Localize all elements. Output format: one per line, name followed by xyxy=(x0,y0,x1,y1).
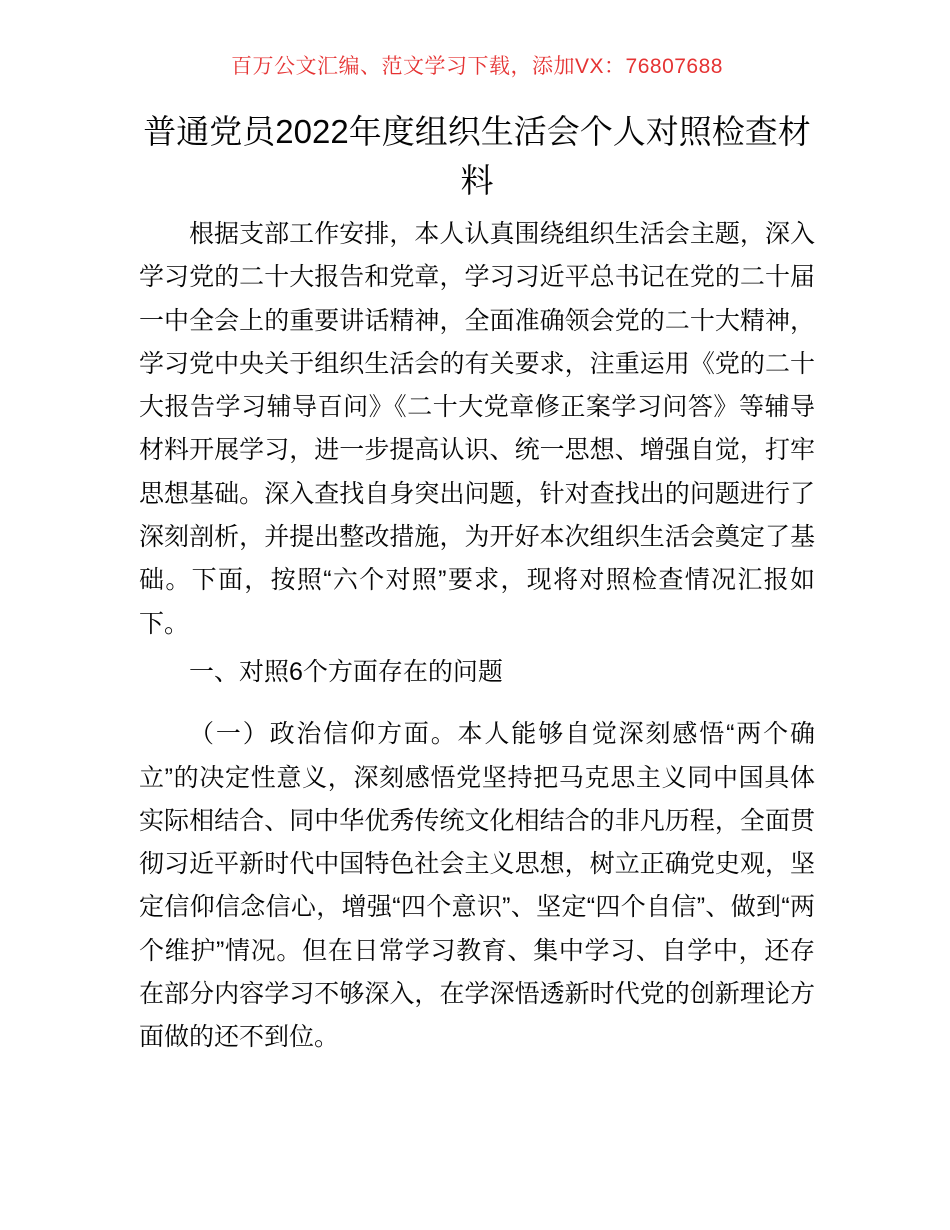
document-title xyxy=(139,107,815,205)
document-title-line1: 普通党员2022年度组织生活会个人对照检查材 xyxy=(143,113,811,150)
paragraph-introduction: 根据支部工作安排，本人认真围绕组织生活会主题，深入学习党的二十大报告和党章，学习习近平总书记在党的二十届一中全会上的重要讲话精神，全面准确领会党的二十大精神，学习党中央关于组织生活会的有关要求，注重运用《党的二十大报告学习辅导百问》《二十大党章修正案学习问答》等辅导材料开展学习，进一步提高认识、统一思想、增强自觉，打牢思想基础。深入查找自身突出问题，针对查找出的问题进行了深刻剖析，并提出整改措施，为开好本次组织生活会奠定了基础。下面，按照“六个对照”要求，现将对照检查情况汇报如下。 xyxy=(139,220,815,638)
section-heading-problems: 一、对照6个方面存在的问题 xyxy=(189,657,503,686)
watermark-header: 百万公文汇编、范文学习下载，添加VX：76807688 xyxy=(231,55,723,78)
paragraph-political-belief: （一）政治信仰方面。本人能够自觉深刻感悟“两个确立”的决定性意义，深刻感悟党坚持把马克思主义同中国具体实际相结合、同中华优秀传统文化相结合的非凡历程，全面贯彻习近平新时代中国特色社会主义思想，树立正确党史观，坚定信仰信念信心，增强“四个意识”、坚定“四个自信”、做到“两个维护”情况。但在日常学习教育、集中学习、自学中，还存在部分内容学习不够深入，在学深悟透新时代党的创新理论方面做的还不到位。 xyxy=(139,720,815,1052)
document-title-line2: 料 xyxy=(460,162,494,199)
